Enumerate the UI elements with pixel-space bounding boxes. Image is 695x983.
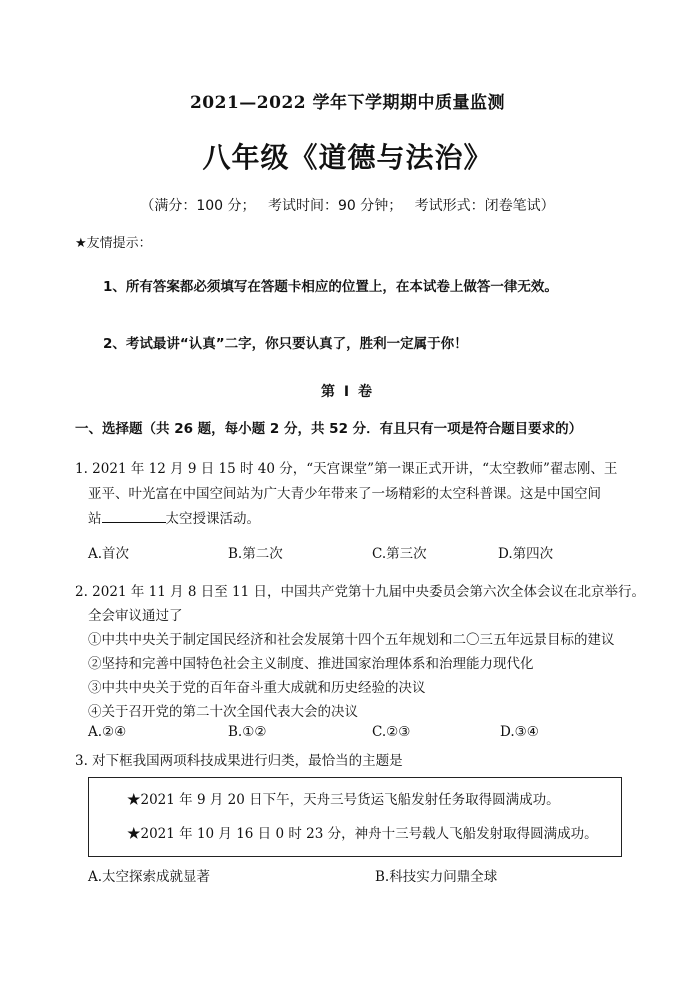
section-heading: 一、选择题（共 26 题，每小题 2 分，共 52 分．有且只有一项是符合题目要求的）: [75, 421, 583, 437]
q1-option-d: D.第四次: [498, 546, 554, 562]
tip-item-1: 1、所有答案都必须填写在答题卡相应的位置上，在本试卷上做答一律无效。: [103, 279, 558, 295]
q2-option-c: C.②③: [372, 724, 411, 740]
q2-option-d: D.③④: [500, 724, 539, 740]
question-1-line-3: [88, 507, 260, 527]
volume-heading: 第 Ⅰ 卷: [321, 384, 374, 400]
question-2-item-4: ④关于召开党的第二十次全国代表大会的决议: [88, 704, 358, 720]
q2-option-b: B.①②: [228, 724, 267, 740]
question-2-line-1: 2. 2021 年 11 月 8 日至 11 日，中国共产党第十九届中央委员会第六次全体会议在北京举行。: [75, 584, 646, 600]
question-1-line-3-end: 太空授课活动。: [165, 511, 260, 527]
exam-form: 考试形式：闭卷笔试）: [414, 198, 555, 214]
material-line-1: ★2021 年 9 月 20 日下午，天舟三号货运飞船发射任务取得圆满成功。: [127, 792, 560, 808]
q1-option-a: A.首次: [88, 546, 130, 562]
q2-option-a: A.②④: [88, 724, 127, 740]
question-1-line-2: 亚平、叶光富在中国空间站为广大青少年带来了一场精彩的太空科普课。这是中国空间: [88, 486, 601, 502]
question-2-item-3: ③中共中央关于党的百年奋斗重大成就和历史经验的决议: [88, 680, 426, 696]
question-1-line-3-start: 站: [88, 511, 102, 527]
question-2-item-2: ②坚持和完善中国特色社会主义制度、推进国家治理体系和治理能力现代化: [88, 656, 534, 672]
question-2-item-1: ①中共中央关于制定国民经济和社会发展第十四个五年规划和二〇三五年远景目标的建议: [88, 632, 615, 648]
question-1-line-1: 1. 2021 年 12 月 9 日 15 时 40 分，“天宫课堂”第一课正式开讲，“太空教师”翟志刚、王: [75, 461, 618, 477]
answer-blank: [102, 510, 166, 523]
full-marks: （满分：100 分；: [140, 198, 256, 214]
q3-option-a: A.太空探索成就显著: [88, 869, 211, 885]
exam-title: 2021—2022 学年下学期期中质量监测: [189, 93, 506, 113]
tips-heading: ★友情提示：: [75, 236, 152, 251]
q3-option-b: B.科技实力问鼎全球: [375, 869, 498, 885]
tip-item-2: 2、考试最讲“认真”二字，你只要认真了，胜利一定属于你！: [103, 336, 468, 352]
subject-title: 八年级《道德与法治》: [202, 141, 493, 174]
exam-info: [0, 195, 695, 215]
material-line-2: ★2021 年 10 月 16 日 0 时 23 分，神舟十三号载人飞船发射取得圆满成功。: [127, 826, 598, 842]
question-2-line-2: 全会审议通过了: [88, 608, 183, 624]
q1-option-c: C.第三次: [372, 546, 427, 562]
question-3-line-1: 3. 对下框我国两项科技成果进行归类，最恰当的主题是: [75, 753, 403, 769]
exam-time: 考试时间：90 分钟；: [267, 198, 403, 214]
q1-option-b: B.第二次: [228, 546, 283, 562]
